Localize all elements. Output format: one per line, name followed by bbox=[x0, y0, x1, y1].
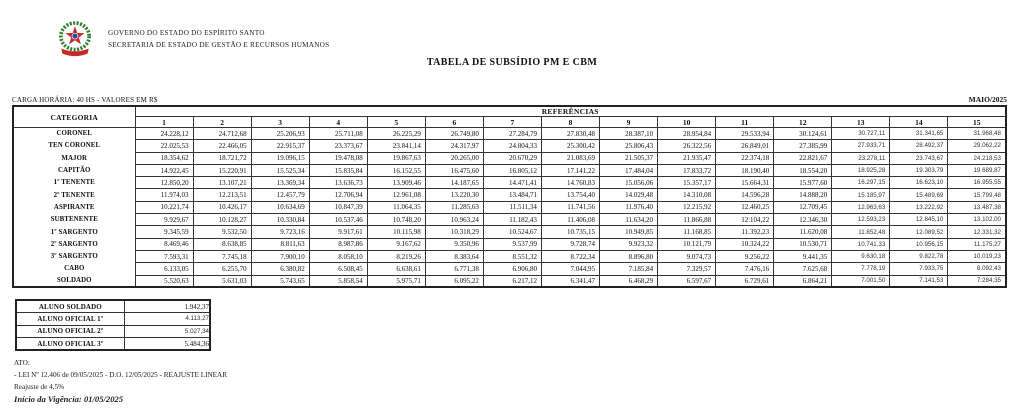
subsidio-value-cell: 19.096,15 bbox=[251, 152, 309, 164]
subsidio-value-cell: 11.168,85 bbox=[658, 226, 716, 238]
subsidio-value-cell: 11.866,88 bbox=[658, 214, 716, 226]
subsidio-value-cell: 26.322,56 bbox=[658, 140, 716, 152]
subsidio-value-cell: 23.743,67 bbox=[890, 152, 948, 164]
rank-row bbox=[13, 152, 1006, 164]
subsidio-value-cell: 19.689,87 bbox=[948, 164, 1006, 176]
subsidio-value-cell: 9.929,67 bbox=[135, 214, 193, 226]
subsidio-value-cell: 11.852,48 bbox=[832, 226, 890, 238]
subsidio-value-cell: 24.317,97 bbox=[425, 140, 483, 152]
subsidio-value-cell: 11.741,56 bbox=[541, 201, 599, 213]
subsidio-value-cell: 10.426,17 bbox=[193, 201, 251, 213]
subsidio-value-cell: 5.743,65 bbox=[251, 275, 309, 287]
categoria-cell: 2º SARGENTO bbox=[13, 238, 135, 250]
subsidio-value-cell: 12.850,20 bbox=[135, 177, 193, 189]
subsidio-value-cell: 16.955,55 bbox=[948, 177, 1006, 189]
subsidio-value-cell: 29.062,22 bbox=[948, 140, 1006, 152]
subsidio-value-cell: 19.867,63 bbox=[367, 152, 425, 164]
subsidio-value-cell: 12.104,22 bbox=[716, 214, 774, 226]
subsidio-value-cell: 11.175,27 bbox=[948, 238, 1006, 250]
subsidio-value-cell: 6.380,82 bbox=[251, 263, 309, 275]
subsidio-value-cell: 11.064,35 bbox=[367, 201, 425, 213]
subsidio-value-cell: 12.961,08 bbox=[367, 189, 425, 201]
subsidio-value-cell: 10.318,29 bbox=[425, 226, 483, 238]
subsidio-value-cell: 15.056,06 bbox=[600, 177, 658, 189]
subsidio-value-cell: 27.284,79 bbox=[483, 128, 541, 140]
subsidio-value-cell: 15.357,17 bbox=[658, 177, 716, 189]
subsidio-value-cell: 13.107,21 bbox=[193, 177, 251, 189]
reference-column-header: 1 bbox=[135, 117, 193, 128]
subsidio-value-cell: 7.141,53 bbox=[890, 275, 948, 287]
subsidio-value-cell: 8.987,86 bbox=[309, 238, 367, 250]
subsidio-value-cell: 9.917,61 bbox=[309, 226, 367, 238]
subsidio-value-cell: 9.728,74 bbox=[541, 238, 599, 250]
subsidio-value-cell: 9.723,16 bbox=[251, 226, 309, 238]
state-coat-of-arms-logo bbox=[52, 18, 98, 60]
rank-row bbox=[13, 275, 1006, 287]
subsidio-value-cell: 10.741,33 bbox=[832, 238, 890, 250]
subsidio-value-cell: 11.285,63 bbox=[425, 201, 483, 213]
categoria-cell: 2º TENENTE bbox=[13, 189, 135, 201]
subsidio-value-cell: 12.709,45 bbox=[774, 201, 832, 213]
rank-row bbox=[13, 128, 1006, 140]
government-name: GOVERNO DO ESTADO DO ESPÍRITO SANTO bbox=[108, 29, 265, 37]
subsidio-value-cell: 9.350,96 bbox=[425, 238, 483, 250]
footer-notes bbox=[14, 357, 227, 405]
subsidio-value-cell: 5.520,63 bbox=[135, 275, 193, 287]
subsidio-value-cell: 17.484,04 bbox=[600, 164, 658, 176]
subsidio-value-cell: 13.102,00 bbox=[948, 214, 1006, 226]
categoria-cell: 1º TENENTE bbox=[13, 177, 135, 189]
subsidio-value-cell: 6.341,47 bbox=[541, 275, 599, 287]
reference-column-header: 12 bbox=[774, 117, 832, 128]
aluno-row bbox=[16, 325, 210, 338]
page-title: TABELA DE SUBSÍDIO PM E CBM bbox=[426, 57, 598, 68]
categoria-cell: CAPITÃO bbox=[13, 164, 135, 176]
subsidio-value-cell: 11.392,23 bbox=[716, 226, 774, 238]
subsidio-value-cell: 10.748,20 bbox=[367, 214, 425, 226]
subsidio-value-cell: 12.963,63 bbox=[832, 201, 890, 213]
subsidy-table bbox=[12, 105, 1007, 288]
subsidio-value-cell: 6.508,45 bbox=[309, 263, 367, 275]
subsidio-value-cell: 21.083,69 bbox=[541, 152, 599, 164]
reference-column-header: 10 bbox=[658, 117, 716, 128]
subsidio-value-cell: 9.256,22 bbox=[716, 250, 774, 262]
aluno-row bbox=[16, 313, 210, 326]
subsidio-value-cell: 9.345,59 bbox=[135, 226, 193, 238]
reference-column-header: 7 bbox=[483, 117, 541, 128]
aluno-label-cell: ALUNO OFICIAL 3º bbox=[16, 338, 124, 351]
aluno-table-body bbox=[16, 300, 210, 350]
subsidio-value-cell: 10.537,46 bbox=[309, 214, 367, 226]
subsidio-value-cell: 15.664,31 bbox=[716, 177, 774, 189]
subsidio-value-cell: 25.806,43 bbox=[600, 140, 658, 152]
subsidio-value-cell: 6.217,12 bbox=[483, 275, 541, 287]
subsidio-value-cell: 10.221,74 bbox=[135, 201, 193, 213]
subsidio-value-cell: 6.771,38 bbox=[425, 263, 483, 275]
subsidio-value-cell: 9.923,32 bbox=[600, 238, 658, 250]
subsidio-value-cell: 6.468,29 bbox=[600, 275, 658, 287]
subsidio-value-cell: 21.505,37 bbox=[600, 152, 658, 164]
subsidio-value-cell: 12.845,10 bbox=[890, 214, 948, 226]
subsidio-value-cell: 24.804,33 bbox=[483, 140, 541, 152]
subsidio-value-cell: 12.460,25 bbox=[716, 201, 774, 213]
subsidio-value-cell: 9.167,62 bbox=[367, 238, 425, 250]
reference-column-header: 2 bbox=[193, 117, 251, 128]
subsidio-value-cell: 15.220,91 bbox=[193, 164, 251, 176]
aluno-value-cell: 5.027,34 bbox=[124, 325, 210, 338]
subsidio-value-cell: 6.729,61 bbox=[716, 275, 774, 287]
reference-column-header: 5 bbox=[367, 117, 425, 128]
subsidio-value-cell: 24.218,53 bbox=[948, 152, 1006, 164]
subsidio-value-cell: 10.634,69 bbox=[251, 201, 309, 213]
subsidio-value-cell: 11.511,34 bbox=[483, 201, 541, 213]
categoria-cell: SUBTENENTE bbox=[13, 214, 135, 226]
subsidio-value-cell: 9.822,78 bbox=[890, 250, 948, 262]
subsidio-value-cell: 10.956,15 bbox=[890, 238, 948, 250]
aluno-row bbox=[16, 300, 210, 313]
referencias-header: REFERÊNCIAS bbox=[135, 106, 1006, 117]
subsidio-value-cell: 8.811,63 bbox=[251, 238, 309, 250]
subsidio-value-cell: 7.900,10 bbox=[251, 250, 309, 262]
subsidio-value-cell: 31.341,65 bbox=[890, 128, 948, 140]
subsidio-value-cell: 9.074,73 bbox=[658, 250, 716, 262]
reference-column-header: 8 bbox=[541, 117, 599, 128]
reference-column-header: 6 bbox=[425, 117, 483, 128]
subsidio-value-cell: 12.331,32 bbox=[948, 226, 1006, 238]
subsidio-value-cell: 7.284,35 bbox=[948, 275, 1006, 287]
subsidio-value-cell: 10.128,27 bbox=[193, 214, 251, 226]
subsidio-value-cell: 8.638,85 bbox=[193, 238, 251, 250]
subsidio-value-cell: 9.532,50 bbox=[193, 226, 251, 238]
subsidio-value-cell: 8.383,64 bbox=[425, 250, 483, 262]
subsidio-value-cell: 12.089,52 bbox=[890, 226, 948, 238]
subsidio-value-cell: 7.745,18 bbox=[193, 250, 251, 262]
subsidio-value-cell: 18.925,28 bbox=[832, 164, 890, 176]
subsidio-value-cell: 10.735,15 bbox=[541, 226, 599, 238]
subsidio-value-cell: 22.025,53 bbox=[135, 140, 193, 152]
subsidio-value-cell: 13.487,38 bbox=[948, 201, 1006, 213]
subsidio-value-cell: 17.141,22 bbox=[541, 164, 599, 176]
subsidio-value-cell: 28.492,37 bbox=[890, 140, 948, 152]
subsidio-value-cell: 11.634,20 bbox=[600, 214, 658, 226]
subsidio-value-cell: 5.858,54 bbox=[309, 275, 367, 287]
subsidio-value-cell: 11.974,03 bbox=[135, 189, 193, 201]
subsidio-value-cell: 10.530,71 bbox=[774, 238, 832, 250]
subsidio-value-cell: 11.620,08 bbox=[774, 226, 832, 238]
subsidio-value-cell: 22.466,05 bbox=[193, 140, 251, 152]
subsidio-value-cell: 6.638,61 bbox=[367, 263, 425, 275]
subsidio-value-cell: 16.152,55 bbox=[367, 164, 425, 176]
subsidio-value-cell: 13.369,34 bbox=[251, 177, 309, 189]
letterhead bbox=[108, 27, 329, 51]
subsidio-value-cell: 12.457,79 bbox=[251, 189, 309, 201]
categoria-cell: 3º SARGENTO bbox=[13, 250, 135, 262]
law-reference: - LEI Nº 12.406 de 09/05/2025 - D.O. 12/05/2025 - REAJUSTE LINEAR bbox=[14, 371, 228, 379]
subsidio-value-cell: 8.551,32 bbox=[483, 250, 541, 262]
aluno-label-cell: ALUNO OFICIAL 1º bbox=[16, 313, 124, 326]
subsidio-value-cell: 26.849,01 bbox=[716, 140, 774, 152]
rank-row bbox=[13, 140, 1006, 152]
subsidio-value-cell: 25.206,93 bbox=[251, 128, 309, 140]
workload-note: CARGA HORÁRIA: 40 HS - VALORES EM R$ bbox=[12, 96, 158, 104]
subsidio-value-cell: 16.475,60 bbox=[425, 164, 483, 176]
subsidio-value-cell: 16.297,15 bbox=[832, 177, 890, 189]
subsidio-value-cell: 13.754,40 bbox=[541, 189, 599, 201]
subsidio-value-cell: 14.187,65 bbox=[425, 177, 483, 189]
subsidio-value-cell: 11.976,40 bbox=[600, 201, 658, 213]
rank-row bbox=[13, 214, 1006, 226]
subsidio-value-cell: 7.044,95 bbox=[541, 263, 599, 275]
reference-column-header: 9 bbox=[600, 117, 658, 128]
subsidio-value-cell: 12.593,23 bbox=[832, 214, 890, 226]
subsidio-value-cell: 6.095,22 bbox=[425, 275, 483, 287]
subsidio-value-cell: 30.124,61 bbox=[774, 128, 832, 140]
subsidio-value-cell: 26.225,29 bbox=[367, 128, 425, 140]
rank-row bbox=[13, 201, 1006, 213]
subsidio-value-cell: 14.471,41 bbox=[483, 177, 541, 189]
subsidio-value-cell: 7.001,50 bbox=[832, 275, 890, 287]
subsidio-value-cell: 15.525,34 bbox=[251, 164, 309, 176]
subsidio-value-cell: 11.406,08 bbox=[541, 214, 599, 226]
subsidio-value-cell: 15.185,97 bbox=[832, 189, 890, 201]
subsidio-value-cell: 6.864,21 bbox=[774, 275, 832, 287]
subsidio-value-cell: 15.977,60 bbox=[774, 177, 832, 189]
subsidio-value-cell: 10.949,85 bbox=[600, 226, 658, 238]
subsidio-value-cell: 13.484,71 bbox=[483, 189, 541, 201]
aluno-label-cell: ALUNO OFICIAL 2º bbox=[16, 325, 124, 338]
aluno-value-cell: 5.484,36 bbox=[124, 338, 210, 351]
subsidio-value-cell: 7.778,19 bbox=[832, 263, 890, 275]
subsidio-value-cell: 13.909,46 bbox=[367, 177, 425, 189]
subsidio-value-cell: 19.303,79 bbox=[890, 164, 948, 176]
subsidio-value-cell: 5.631,03 bbox=[193, 275, 251, 287]
subsidio-value-cell: 25.711,08 bbox=[309, 128, 367, 140]
reference-column-header: 15 bbox=[948, 117, 1006, 128]
subsidio-value-cell: 6.255,70 bbox=[193, 263, 251, 275]
rank-row bbox=[13, 238, 1006, 250]
subsidio-value-cell: 30.727,11 bbox=[832, 128, 890, 140]
subsidio-value-cell: 20.670,29 bbox=[483, 152, 541, 164]
subsidio-value-cell: 19.478,08 bbox=[309, 152, 367, 164]
subsidio-value-cell: 8.092,43 bbox=[948, 263, 1006, 275]
subsidio-value-cell: 8.722,34 bbox=[541, 250, 599, 262]
subsidio-value-cell: 13.220,30 bbox=[425, 189, 483, 201]
reference-month: MAIO/2025 bbox=[968, 95, 1007, 104]
subsidio-value-cell: 10.115,98 bbox=[367, 226, 425, 238]
subsidio-value-cell: 10.963,24 bbox=[425, 214, 483, 226]
reference-column-header: 3 bbox=[251, 117, 309, 128]
subsidio-value-cell: 9.630,18 bbox=[832, 250, 890, 262]
subsidio-value-cell: 24.228,12 bbox=[135, 128, 193, 140]
subsidio-value-cell: 7.625,68 bbox=[774, 263, 832, 275]
subsidio-value-cell: 12.213,51 bbox=[193, 189, 251, 201]
subsidio-value-cell: 14.922,45 bbox=[135, 164, 193, 176]
subsidio-value-cell: 21.935,47 bbox=[658, 152, 716, 164]
categoria-cell: 1º SARGENTO bbox=[13, 226, 135, 238]
subsidio-value-cell: 10.121,79 bbox=[658, 238, 716, 250]
rank-row bbox=[13, 226, 1006, 238]
subsidio-value-cell: 28.954,84 bbox=[658, 128, 716, 140]
subsidio-value-cell: 16.623,10 bbox=[890, 177, 948, 189]
subsidio-value-cell: 6.597,67 bbox=[658, 275, 716, 287]
subsidio-value-cell: 27.385,99 bbox=[774, 140, 832, 152]
subsidio-value-cell: 8.896,80 bbox=[600, 250, 658, 262]
subsidio-value-cell: 22.915,37 bbox=[251, 140, 309, 152]
rank-row bbox=[13, 177, 1006, 189]
subsidio-value-cell: 14.760,83 bbox=[541, 177, 599, 189]
subsidio-value-cell: 18.190,40 bbox=[716, 164, 774, 176]
subsidio-value-cell: 23.373,67 bbox=[309, 140, 367, 152]
subsidio-value-cell: 14.888,20 bbox=[774, 189, 832, 201]
subsidio-value-cell: 18.354,62 bbox=[135, 152, 193, 164]
subsidio-value-cell: 20.265,00 bbox=[425, 152, 483, 164]
categoria-cell: CABO bbox=[13, 263, 135, 275]
subsidio-value-cell: 10.524,67 bbox=[483, 226, 541, 238]
main-table-body bbox=[13, 128, 1006, 288]
subsidio-value-cell: 15.799,48 bbox=[948, 189, 1006, 201]
subsidio-value-cell: 8.058,10 bbox=[309, 250, 367, 262]
ato-label: ATO: bbox=[14, 359, 30, 367]
rank-row bbox=[13, 164, 1006, 176]
categoria-cell: TEN CORONEL bbox=[13, 140, 135, 152]
subsidio-value-cell: 23.841,14 bbox=[367, 140, 425, 152]
subsidio-value-cell: 31.968,48 bbox=[948, 128, 1006, 140]
subsidio-value-cell: 22.374,18 bbox=[716, 152, 774, 164]
subsidio-value-cell: 25.300,42 bbox=[541, 140, 599, 152]
subsidio-value-cell: 8.219,26 bbox=[367, 250, 425, 262]
validity-start: Início da Vigência: 01/05/2025 bbox=[14, 394, 124, 404]
subsidio-value-cell: 14.029,48 bbox=[600, 189, 658, 201]
subsidio-value-cell: 18.554,20 bbox=[774, 164, 832, 176]
subsidio-value-cell: 23.278,11 bbox=[832, 152, 890, 164]
subsidio-value-cell: 6.906,80 bbox=[483, 263, 541, 275]
aluno-label-cell: ALUNO SOLDADO bbox=[16, 300, 124, 313]
subsidio-value-cell: 9.441,35 bbox=[774, 250, 832, 262]
categoria-cell: MAJOR bbox=[13, 152, 135, 164]
subsidio-value-cell: 10.847,39 bbox=[309, 201, 367, 213]
subsidio-value-cell: 7.185,84 bbox=[600, 263, 658, 275]
aluno-value-cell: 1.942,37 bbox=[124, 300, 210, 313]
categoria-cell: CORONEL bbox=[13, 128, 135, 140]
rank-row bbox=[13, 250, 1006, 262]
rank-row bbox=[13, 263, 1006, 275]
aluno-value-cell: 4.113,27 bbox=[124, 313, 210, 326]
subsidio-value-cell: 28.387,10 bbox=[600, 128, 658, 140]
rank-row bbox=[13, 189, 1006, 201]
subsidio-value-cell: 13.222,92 bbox=[890, 201, 948, 213]
secretariat-name: SECRETARIA DE ESTADO DE GESTÃO E RECURSOS HUMANOS bbox=[108, 41, 330, 49]
subsidio-value-cell: 14.310,08 bbox=[658, 189, 716, 201]
subsidio-value-cell: 7.593,31 bbox=[135, 250, 193, 262]
subsidio-value-cell: 26.749,80 bbox=[425, 128, 483, 140]
subsidio-value-cell: 6.133,05 bbox=[135, 263, 193, 275]
subsidio-value-cell: 10.330,84 bbox=[251, 214, 309, 226]
subsidio-value-cell: 15.489,69 bbox=[890, 189, 948, 201]
subsidio-value-cell: 7.476,16 bbox=[716, 263, 774, 275]
group-header-row bbox=[13, 106, 1006, 117]
subsidio-value-cell: 10.324,22 bbox=[716, 238, 774, 250]
subsidio-value-cell: 22.821,67 bbox=[774, 152, 832, 164]
subsidio-value-cell: 17.833,72 bbox=[658, 164, 716, 176]
subsidio-value-cell: 13.636,73 bbox=[309, 177, 367, 189]
reference-column-header: 13 bbox=[832, 117, 890, 128]
subsidio-value-cell: 12.706,94 bbox=[309, 189, 367, 201]
subsidio-value-cell: 5.975,71 bbox=[367, 275, 425, 287]
subsidio-value-cell: 12.346,30 bbox=[774, 214, 832, 226]
aluno-row bbox=[16, 338, 210, 351]
subsidio-value-cell: 9.537,99 bbox=[483, 238, 541, 250]
categoria-cell: SOLDADO bbox=[13, 275, 135, 287]
subsidio-value-cell: 11.182,43 bbox=[483, 214, 541, 226]
reference-column-header: 4 bbox=[309, 117, 367, 128]
subsidio-value-cell: 14.596,28 bbox=[716, 189, 774, 201]
subsidio-value-cell: 8.469,46 bbox=[135, 238, 193, 250]
categoria-cell: ASPIRANTE bbox=[13, 201, 135, 213]
subsidio-value-cell: 18.721,72 bbox=[193, 152, 251, 164]
aluno-table bbox=[15, 299, 211, 351]
readjustment-note: Reajuste de 4,5% bbox=[14, 383, 65, 391]
subsidio-value-cell: 7.933,75 bbox=[890, 263, 948, 275]
subsidio-value-cell: 29.533,94 bbox=[716, 128, 774, 140]
reference-column-header: 11 bbox=[716, 117, 774, 128]
subsidio-value-cell: 16.805,12 bbox=[483, 164, 541, 176]
subsidio-value-cell: 24.712,68 bbox=[193, 128, 251, 140]
categoria-header: CATEGORIA bbox=[13, 106, 135, 128]
reference-column-header: 14 bbox=[890, 117, 948, 128]
reference-number-row bbox=[13, 117, 1006, 128]
subsidio-value-cell: 27.830,48 bbox=[541, 128, 599, 140]
subsidio-value-cell: 12.215,92 bbox=[658, 201, 716, 213]
subsidio-value-cell: 27.933,71 bbox=[832, 140, 890, 152]
subsidio-value-cell: 15.835,84 bbox=[309, 164, 367, 176]
subsidio-value-cell: 10.019,23 bbox=[948, 250, 1006, 262]
subsidio-value-cell: 7.329,57 bbox=[658, 263, 716, 275]
